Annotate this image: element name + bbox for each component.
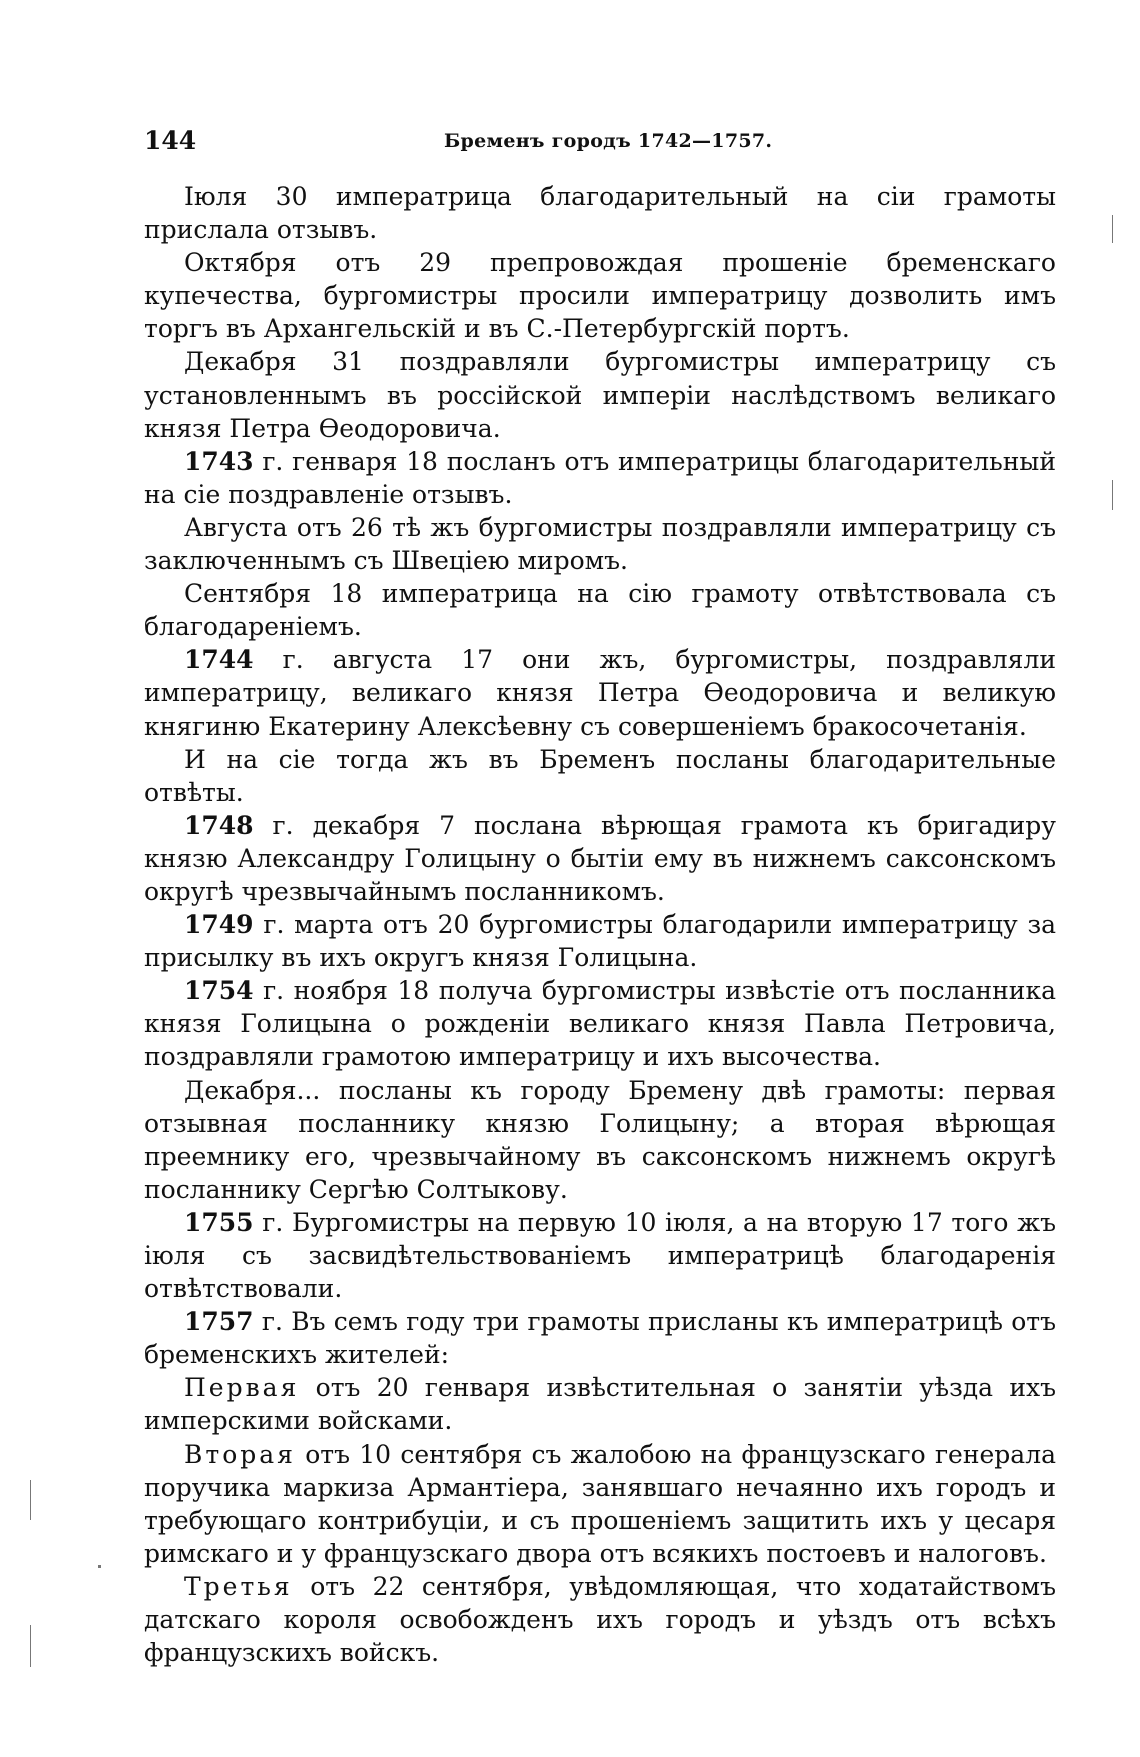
paragraph-text: г. Бургомистры на первую 10 іюля, а на вторую 17 того жъ іюля съ засвидѣтельствованіемъ императрицѣ благодаренія отвѣтствовали. <box>144 1207 1056 1304</box>
margin-mark <box>30 1625 31 1667</box>
paragraph-text: Декабря... посланы къ городу Бремену двѣ грамоты: первая отзывная посланнику князю Голицыну; а вторая вѣрющая преемнику его, чрезвычайному въ саксонскомъ нижнемъ округѣ посланнику Сергѣю Солтыкову. <box>144 1075 1056 1204</box>
paragraph <box>144 1305 1056 1371</box>
paragraph-text: Октября отъ 29 препровождая прошеніе бременскаго купечества, бургомистры просили императрицу дозволить имъ торгъ въ Архангельскій и въ С.-Петербургскій портъ. <box>144 248 1056 344</box>
paragraph-text: И на сіе тогда жъ въ Бременъ посланы благодарительные отвѣты. <box>144 744 1056 807</box>
running-head: Бременъ городъ 1742—1757. <box>444 130 773 152</box>
spaced-word: Вторая <box>184 1439 296 1469</box>
body-text <box>144 180 1056 1669</box>
paragraph <box>144 511 1056 577</box>
paragraph-text: Сентября 18 императрица на сію грамоту отвѣтствовала съ благодареніемъ. <box>144 579 1056 642</box>
paragraph <box>144 345 1056 444</box>
spaced-word: Первая <box>184 1373 300 1403</box>
paragraph-text: отъ 20 генваря извѣстительная о занятіи уѣзда ихъ имперскими войсками. <box>144 1373 1056 1436</box>
paragraph-text: г. Въ семъ году три грамоты присланы къ императрицѣ отъ бременскихъ жителей: <box>144 1307 1056 1370</box>
year-marker: 1748 <box>184 810 254 840</box>
paragraph-text: отъ 22 сентября, увѣдомляющая, что ходатайствомъ датскаго короля освобожденъ ихъ городъ и уѣздъ отъ всѣхъ французскихъ войскъ. <box>144 1571 1056 1668</box>
paragraph-text: г. августа 17 они жъ, бургомистры, поздравляли императрицу, великаго князя Петра Ѳеодоровича и великую княгиню Екатерину Алексѣевну съ совершеніемъ бракосочетанія. <box>144 645 1056 741</box>
paragraph <box>144 974 1056 1073</box>
paragraph <box>144 577 1056 643</box>
year-marker: 1749 <box>184 910 254 940</box>
paragraph-text: г. декабря 7 послана вѣрющая грамота къ бригадиру князю Александру Голицыну о бытіи ему въ нижнемъ саксонскомъ округѣ чрезвычайнымъ посланникомъ. <box>144 810 1056 906</box>
paragraph <box>144 1570 1056 1669</box>
margin-mark <box>1112 215 1113 243</box>
page-header <box>144 126 1056 166</box>
paragraph <box>144 643 1056 742</box>
paragraph-text: Іюля 30 императрица благодарительный на сіи грамоты прислала отзывъ. <box>144 182 1056 245</box>
paragraph <box>144 1206 1056 1305</box>
margin-mark <box>30 1480 31 1520</box>
paragraph-text: Декабря 31 поздравляли бургомистры императрицу съ установленнымъ въ россійской имперіи наслѣдствомъ великаго князя Петра Ѳеодоровича. <box>144 347 1056 443</box>
paragraph-text: Августа отъ 26 тѣ жъ бургомистры поздравляли императрицу съ заключеннымъ съ Швеціею миромъ. <box>144 512 1056 576</box>
paragraph <box>144 908 1056 974</box>
margin-mark <box>1112 480 1113 510</box>
paragraph <box>144 743 1056 809</box>
paragraph-text: г. ноября 18 получа бургомистры извѣстіе отъ посланника князя Голицына о рожденіи великаго князя Павла Петровича, поздравляли грамотою императрицу и ихъ высочества. <box>144 976 1056 1072</box>
paragraph <box>144 180 1056 246</box>
paragraph <box>144 809 1056 908</box>
book-page <box>144 126 1056 1669</box>
paragraph-text: г. марта отъ 20 бургомистры благодарили императрицу за присылку въ ихъ округъ князя Голицына. <box>144 910 1056 973</box>
year-marker: 1757 <box>184 1307 254 1337</box>
paragraph-text: г. генваря 18 посланъ отъ императрицы благодарительный на сіе поздравленіе отзывъ. <box>144 446 1056 509</box>
paragraph <box>144 1438 1056 1570</box>
paragraph <box>144 246 1056 345</box>
paragraph <box>144 1074 1056 1206</box>
year-marker: 1755 <box>184 1207 254 1237</box>
year-marker: 1754 <box>184 976 254 1006</box>
year-marker: 1743 <box>184 446 254 476</box>
paragraph <box>144 1371 1056 1437</box>
margin-mark <box>98 1565 101 1568</box>
paragraph <box>144 445 1056 511</box>
year-marker: 1744 <box>184 645 254 675</box>
spaced-word: Третья <box>184 1571 293 1601</box>
paragraph-text: отъ 10 сентября съ жалобою на французскаго генерала поручика маркиза Армантіера, занявшаго нечаянно ихъ городъ и требующаго контрибуціи, и съ прошеніемъ защитить ихъ у цесаря римскаго и у французскаго двора отъ всякихъ постоевъ и налоговъ. <box>144 1439 1056 1568</box>
page-number: 144 <box>144 126 197 155</box>
